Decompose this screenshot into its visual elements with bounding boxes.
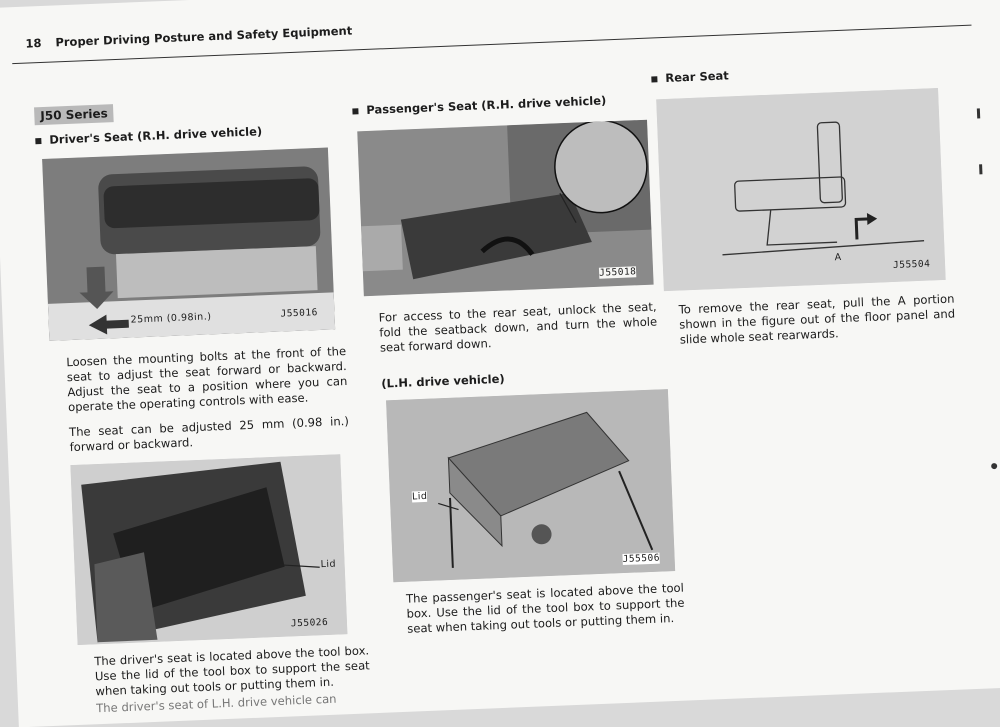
figure-id: J55506 — [622, 552, 661, 566]
rear-seat-paragraph: To remove the rear seat, pull the A portion shown in the figure out of the floor panel and slide whole seat rearwards. — [678, 291, 956, 347]
passenger-seat-figure — [357, 120, 653, 297]
series-badge: J50 Series — [34, 104, 114, 125]
lh-toolbox-figure — [386, 389, 675, 582]
toolbox-figure — [70, 454, 347, 645]
margin-mark — [977, 108, 980, 118]
figure-id: J55018 — [598, 266, 637, 279]
bullet-icon — [651, 76, 657, 82]
passenger-seat-heading: Passenger's Seat (R.H. drive vehicle) — [352, 93, 606, 117]
page-number: 18 — [25, 35, 42, 51]
lid-callout: Lid — [411, 490, 428, 503]
lid-callout: Lid — [320, 558, 337, 571]
lh-toolbox-paragraph: The passenger's seat is located above the tool box. Use the lid of the tool box to support the seat when taking out tools or putting them in. — [405, 580, 685, 636]
page-title: Proper Driving Posture and Safety Equipment — [55, 23, 353, 50]
bullet-icon — [352, 108, 358, 114]
bullet-icon — [35, 138, 41, 144]
lh-drive-heading: (L.H. drive vehicle) — [381, 371, 505, 391]
adjust-range-paragraph: The seat can be adjusted 25 mm (0.98 in.) forward or backward. — [68, 413, 350, 455]
toolbox-paragraph: The driver's seat is located above the tool box. Use the lid of the tool box to support the seat when taking out tools or putting them in. — [94, 643, 370, 699]
adjust-paragraph: Loosen the mounting bolts at the front of the seat to adjust the seat forward or backward. Adjust the seat to a position where you can operate the operating controls with ease. — [65, 343, 348, 415]
portion-a-label: A — [834, 252, 842, 264]
cutoff-paragraph: The driver's seat of L.H. drive vehicle can — [95, 691, 337, 716]
driver-seat-heading: Driver's Seat (R.H. drive vehicle) — [35, 124, 262, 147]
figure-id: J55016 — [280, 307, 319, 320]
margin-mark — [991, 463, 997, 469]
rear-access-paragraph: For access to the rear seat, unlock the seat, fold the seatback down, and turn the whole seat forward down. — [378, 299, 658, 355]
margin-mark — [979, 164, 982, 174]
adjust-distance-label: 25mm (0.98in.) — [130, 311, 212, 326]
rear-seat-figure — [656, 88, 945, 291]
rear-seat-heading: Rear Seat — [651, 68, 729, 85]
toolbox-illustration — [70, 454, 347, 645]
figure-id: J55026 — [290, 616, 329, 630]
driver-seat-figure — [42, 148, 335, 341]
figure-id: J55504 — [892, 258, 931, 271]
